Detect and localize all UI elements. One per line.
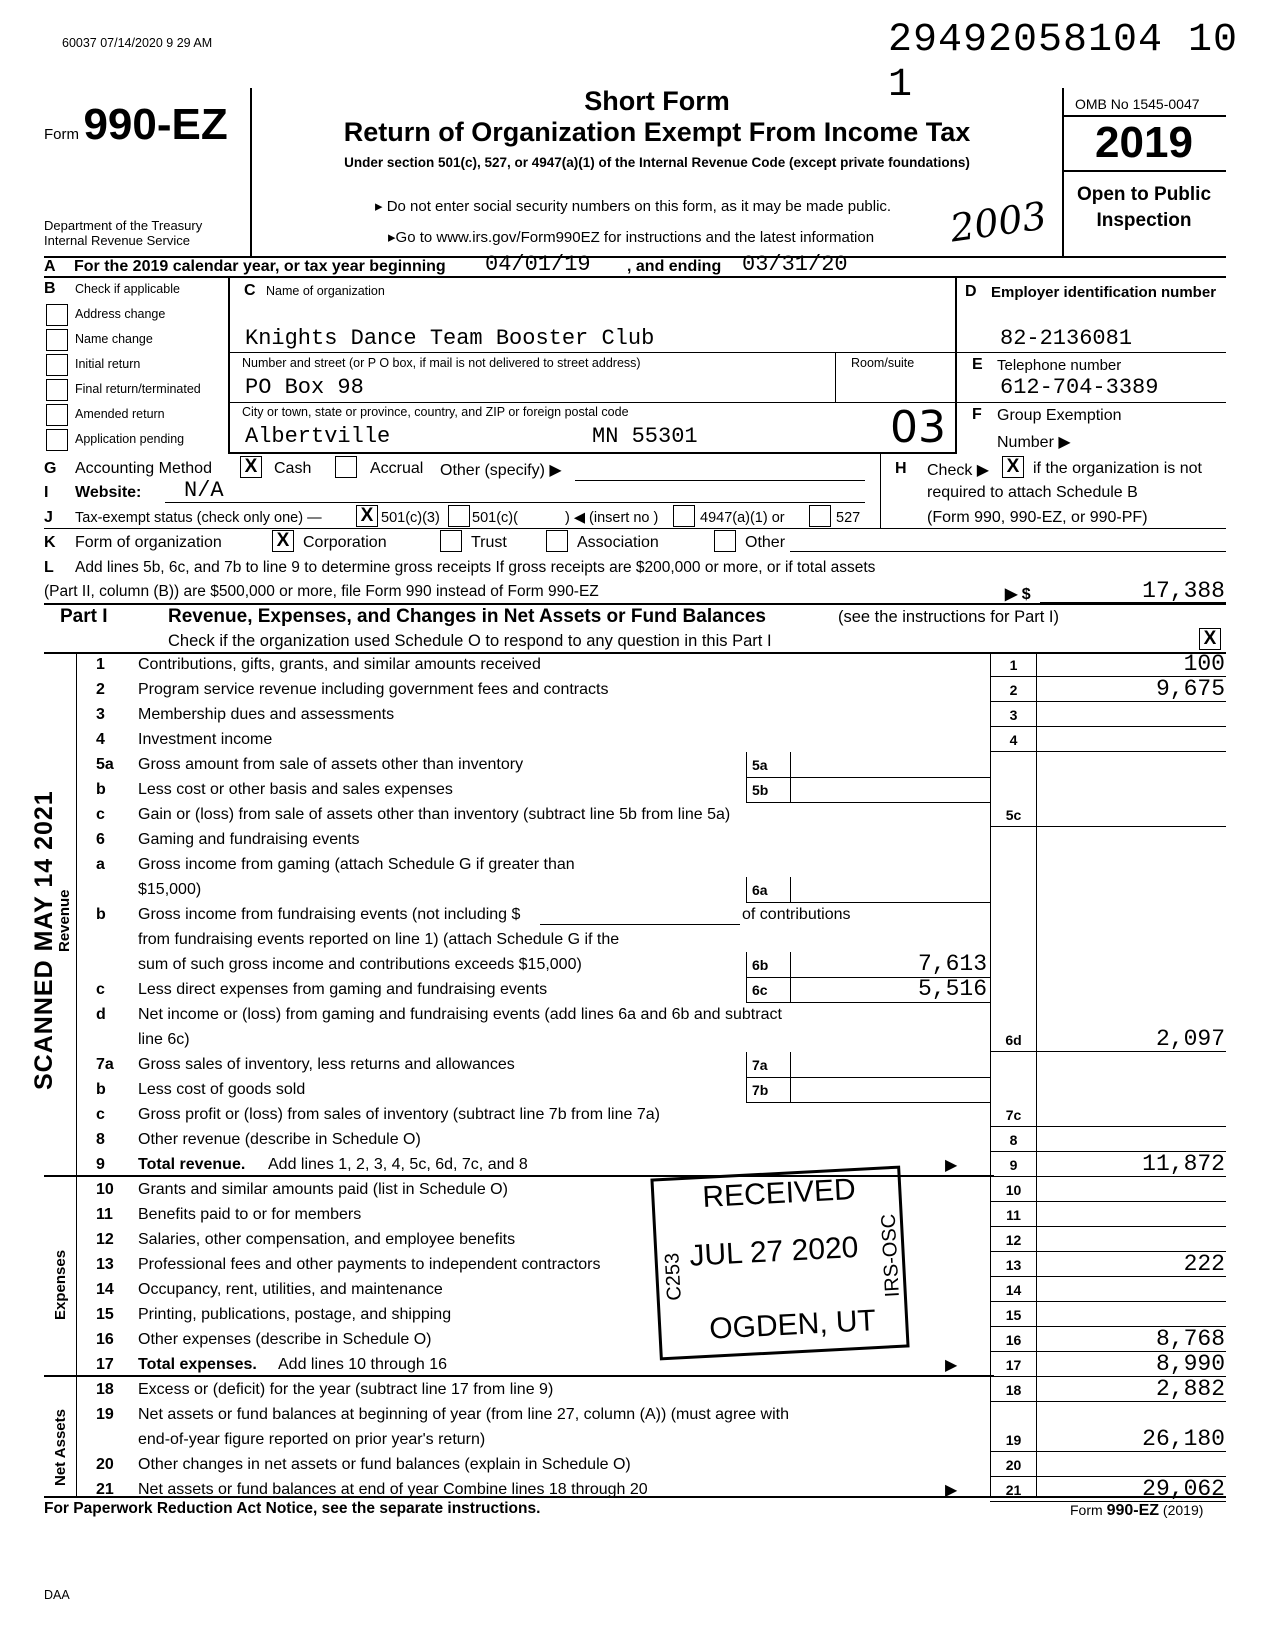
footer-form-prefix: Form <box>1070 1502 1103 1518</box>
line-number: 9 <box>96 1156 105 1173</box>
association-checkbox[interactable] <box>546 530 568 552</box>
inner-box-amount[interactable]: 7,613 <box>917 951 987 977</box>
net-assets-side-label: Net Assets <box>52 1409 69 1486</box>
part-1-title: Revenue, Expenses, and Changes in Net Assets or Fund Balances <box>168 606 766 627</box>
line-g-letter: G <box>44 460 57 477</box>
name-change-label: Name change <box>75 332 153 346</box>
line-box-number: 15 <box>1005 1307 1022 1323</box>
schedule-o-check-text: Check if the organization used Schedule O to respond to any question in this Part I <box>168 632 772 650</box>
name-change-checkbox[interactable] <box>46 329 68 351</box>
inner-box-mid-6a <box>790 877 791 902</box>
line-description: Grants and similar amounts paid (list in Schedule O) <box>138 1181 508 1198</box>
line-description-cont: Add lines 10 through 16 <box>278 1356 448 1373</box>
handwritten-office-code: 03 <box>890 402 946 453</box>
other-org-checkbox[interactable] <box>714 530 736 552</box>
room-divider <box>835 352 836 402</box>
line-description: $15,000) <box>138 881 202 898</box>
section-label-divider <box>76 652 77 1496</box>
inner-rule-6a <box>746 902 990 903</box>
website-label: Website: <box>75 484 142 501</box>
line-box-number: 2 <box>1009 682 1018 698</box>
open-public-1: Open to Public <box>1076 184 1212 205</box>
line-box-number: 18 <box>1005 1382 1022 1398</box>
line-description: line 6c) <box>138 1031 190 1048</box>
part-1-bottom-rule <box>44 1496 1226 1498</box>
line-box-number: 7c <box>1005 1107 1022 1123</box>
line-number: 6 <box>96 831 105 848</box>
handwritten-code: 2003 <box>947 193 1050 251</box>
inner-box-number: 6b <box>752 957 769 973</box>
line-description: Program service revenue including government fees and contracts <box>138 681 609 698</box>
line-description: Total revenue. <box>138 1156 246 1173</box>
ein-rule <box>955 352 1226 353</box>
line-box-number: 17 <box>1005 1357 1022 1373</box>
c-left-border <box>228 276 230 454</box>
line-number: 13 <box>96 1256 114 1273</box>
amount-rule <box>990 726 1226 727</box>
telephone-rule <box>955 402 1226 403</box>
other-method-label: Other (specify) ▶ <box>440 462 562 479</box>
inner-box-amount[interactable]: 5,516 <box>917 976 987 1002</box>
total-arrow-icon: ▶ <box>945 1357 958 1374</box>
line-number: 18 <box>96 1381 114 1398</box>
inner-rule-7a <box>746 1077 990 1078</box>
line-amount[interactable]: 2,882 <box>1155 1376 1225 1402</box>
line-number: b <box>96 781 106 798</box>
amount-rule <box>990 701 1226 702</box>
line-number: 3 <box>96 706 105 723</box>
part-1-title-suffix: (see the instructions for Part I) <box>838 608 1060 626</box>
initial-return-label: Initial return <box>75 357 141 371</box>
cash-checkbox[interactable]: X <box>240 456 262 478</box>
inner-box-number: 6c <box>752 982 768 998</box>
omb-rule <box>1062 115 1226 117</box>
check-if-applicable: Check if applicable <box>75 282 180 296</box>
accounting-method-label: Accounting Method <box>75 460 212 477</box>
initial-return-checkbox[interactable] <box>46 354 68 376</box>
schedule-b-text-2: required to attach Schedule B <box>927 484 1138 501</box>
state-zip-value[interactable]: MN 55301 <box>592 424 698 449</box>
line-number: 14 <box>96 1281 114 1298</box>
part-1-label: Part I <box>60 606 108 627</box>
gross-receipts-text-1: Add lines 5b, 6c, and 7b to line 9 to determine gross receipts If gross receipts are $200,000 or more, or if total assets <box>75 559 876 576</box>
inner-rule-5b <box>746 802 990 803</box>
line-number: 2 <box>96 681 105 698</box>
document-locator-number: 29492058104 10 1 <box>888 18 1239 108</box>
amount-rule <box>990 826 1226 827</box>
line-description: Gain or (loss) from sale of assets other than inventory (subtract line 5b from line 5a) <box>138 806 731 823</box>
line-number: 1 <box>96 656 105 673</box>
dept-treasury: Department of the Treasury <box>44 218 203 233</box>
final-return-label: Final return/terminated <box>75 382 201 396</box>
application-pending-label: Application pending <box>75 432 185 446</box>
line-h-letter: H <box>895 460 907 477</box>
street-label: Number and street (or P O box, if mail is not delivered to street address) <box>242 356 641 370</box>
line-j-letter: J <box>44 509 53 526</box>
other-method-rule <box>575 480 865 481</box>
expenses-net-separator <box>44 1375 994 1377</box>
c-bottom-rule <box>228 452 955 454</box>
schedule-o-checkbox[interactable]: X <box>1199 628 1221 650</box>
group-exemption-number-label: Number ▶ <box>997 434 1071 451</box>
c-right-border <box>955 276 957 454</box>
inner-box-number: 7a <box>752 1057 768 1073</box>
line-box-number: 12 <box>1005 1232 1022 1248</box>
line-description: Total expenses. <box>138 1356 257 1373</box>
ein-value[interactable]: 82-2136081 <box>1000 326 1133 351</box>
527-checkbox[interactable] <box>809 505 831 527</box>
line-amount[interactable]: 2,097 <box>1155 1026 1225 1052</box>
line-box-number: 10 <box>1005 1182 1022 1198</box>
line-description: Other expenses (describe in Schedule O) <box>138 1331 432 1348</box>
corporation-checkbox[interactable]: X <box>272 530 294 552</box>
amount-rule <box>990 1226 1226 1227</box>
line-number: a <box>96 856 105 873</box>
line-box-number: 16 <box>1005 1332 1022 1348</box>
form-number: 990-EZ <box>83 100 228 149</box>
amount-rule <box>990 1276 1226 1277</box>
gross-receipts-text-2: (Part II, column (B)) are $500,000 or more, file Form 990 instead of Form 990-EZ <box>44 583 599 600</box>
line-amount[interactable]: 9,675 <box>1155 676 1225 702</box>
form-of-org-label: Form of organization <box>75 534 222 551</box>
line-number: 16 <box>96 1331 114 1348</box>
line-d-letter: D <box>965 283 977 300</box>
daa-mark: DAA <box>44 1588 70 1602</box>
form-subtitle: Under section 501(c), 527, or 4947(a)(1) of the Internal Revenue Code (except private foundations) <box>344 155 970 170</box>
line-number: 4 <box>96 731 105 748</box>
line-description: Printing, publications, postage, and shipping <box>138 1306 452 1323</box>
line-a-letter: A <box>44 258 56 275</box>
open-public-2: Inspection <box>1096 210 1192 231</box>
print-timestamp: 60037 07/14/2020 9 29 AM <box>62 36 213 50</box>
line-box-number: 13 <box>1005 1257 1022 1273</box>
line-box-number: 21 <box>1005 1482 1022 1498</box>
line-k-letter: K <box>44 534 56 551</box>
line-l-letter: L <box>44 559 54 576</box>
line-box-number: 6d <box>1005 1032 1022 1048</box>
line-box-number: 14 <box>1005 1282 1022 1298</box>
line-number: b <box>96 1081 106 1098</box>
line-b-letter: B <box>44 280 56 297</box>
line-f-letter: F <box>972 406 982 423</box>
line-i-letter: I <box>44 484 49 501</box>
form-prefix: Form <box>44 126 79 143</box>
inner-box-number: 5a <box>752 757 768 773</box>
fundraising-contribution-rule <box>540 924 740 925</box>
line-amount[interactable]: 8,990 <box>1155 1351 1225 1377</box>
street-value[interactable]: PO Box 98 <box>245 375 364 400</box>
trust-label: Trust <box>471 534 507 551</box>
org-name-rule <box>228 352 955 353</box>
line-description: Occupancy, rent, utilities, and maintenance <box>138 1281 443 1298</box>
line-a-mid: , and ending <box>627 258 722 275</box>
line-description: Benefits paid to or for members <box>138 1206 362 1223</box>
scanned-stamp: SCANNED MAY 14 2021 <box>30 790 58 1090</box>
form-id <box>44 100 228 150</box>
ssn-notice: ▸ Do not enter social security numbers on this form, as it may be made public. <box>375 198 892 215</box>
line-number: 10 <box>96 1181 114 1198</box>
4947-checkbox[interactable] <box>673 505 695 527</box>
line-c-letter: C <box>244 282 256 299</box>
line-number: 20 <box>96 1456 114 1473</box>
inner-box-number: 7b <box>752 1082 769 1098</box>
amount-rule <box>990 751 1226 752</box>
line-amount[interactable]: 100 <box>1183 651 1225 677</box>
footer-form-year: (2019) <box>1162 1502 1204 1518</box>
line-number: 8 <box>96 1131 105 1148</box>
line-number: c <box>96 806 105 823</box>
line-number: 17 <box>96 1356 114 1373</box>
other-org-rule <box>790 551 1226 552</box>
amount-rule <box>990 1301 1226 1302</box>
cash-label: Cash <box>274 460 312 477</box>
line-box-number: 20 <box>1005 1457 1022 1473</box>
address-change-label: Address change <box>75 307 166 321</box>
tax-year-end: 03/31/20 <box>742 252 848 277</box>
group-exemption-label: Group Exemption <box>997 407 1122 424</box>
line-description: Investment income <box>138 731 273 748</box>
total-arrow-icon: ▶ <box>945 1482 958 1499</box>
tax-exempt-label: Tax-exempt status (check only one) — <box>75 510 322 526</box>
website-rule <box>165 502 865 503</box>
received-text: RECEIVED <box>701 1172 857 1214</box>
line-description: Other changes in net assets or fund balances (explain in Schedule O) <box>138 1456 631 1473</box>
line-amount[interactable]: 11,872 <box>1142 1151 1225 1177</box>
received-place: OGDEN, UT <box>708 1304 877 1346</box>
city-value[interactable]: Albertville <box>245 424 391 449</box>
inner-rule-6c <box>746 1002 990 1003</box>
association-label: Association <box>577 534 659 551</box>
amended-return-label: Amended return <box>75 407 165 421</box>
line-description: Less direct expenses from gaming and fundraising events <box>138 981 548 998</box>
501c3-label: 501(c)(3) <box>381 510 440 526</box>
gross-receipts-value[interactable]: 17,388 <box>1142 578 1225 604</box>
other-org-label: Other <box>745 534 786 551</box>
city-label: City or town, state or province, country, and ZIP or foreign postal code <box>242 405 629 419</box>
line-a-text: For the 2019 calendar year, or tax year beginning <box>74 258 446 275</box>
rule-a-bottom <box>44 276 1226 278</box>
line-description: Professional fees and other payments to independent contractors <box>138 1256 601 1273</box>
paperwork-notice: For Paperwork Reduction Act Notice, see the separate instructions. <box>44 1500 541 1517</box>
line-description: Gross profit or (loss) from sales of inventory (subtract line 7b from line 7a) <box>138 1106 660 1123</box>
501c-checkbox[interactable] <box>448 505 470 527</box>
inner-box-number: 5b <box>752 782 769 798</box>
line-number: c <box>96 981 105 998</box>
h-left-border <box>880 454 881 528</box>
line-box-number: 1 <box>1009 657 1018 673</box>
line-description: Gross amount from sale of assets other than inventory <box>138 756 524 773</box>
tax-year-begin: 04/01/19 <box>485 252 591 277</box>
org-name-label: Name of organization <box>266 284 385 298</box>
line-number: 21 <box>96 1481 114 1498</box>
stamp-left-code: C253 <box>661 1252 686 1302</box>
inner-rule-7b <box>746 1102 990 1103</box>
org-name-value[interactable]: Knights Dance Team Booster Club <box>245 326 655 351</box>
accrual-checkbox[interactable] <box>335 456 357 478</box>
line-box-number: 19 <box>1005 1432 1022 1448</box>
amount-rule <box>990 1451 1226 1452</box>
expenses-side-label: Expenses <box>52 1249 69 1320</box>
inner-box-left-6a <box>746 877 747 902</box>
line-description: Gross sales of inventory, less returns and allowances <box>138 1056 515 1073</box>
amount-rule <box>990 1401 1226 1402</box>
line-number: 7a <box>96 1056 114 1073</box>
line-description: sum of such gross income and contributions exceeds $15,000) <box>138 956 582 973</box>
inner-rule-5a <box>746 777 990 778</box>
amount-rule <box>990 1201 1226 1202</box>
line-number: c <box>96 1106 105 1123</box>
schedule-b-text-3: (Form 990, 990-EZ, or 990-PF) <box>927 509 1148 526</box>
tax-year: 2019 <box>1095 118 1193 167</box>
line-box-number: 5c <box>1005 807 1022 823</box>
form-title: Return of Organization Exempt From Income Tax <box>343 117 971 147</box>
schedule-b-text-1: if the organization is not <box>1033 460 1202 477</box>
line-box-number: 4 <box>1009 732 1018 748</box>
accrual-label: Accrual <box>370 460 424 477</box>
line-amount[interactable]: 29,062 <box>1142 1476 1225 1502</box>
line-description-cont: of contributions <box>742 906 851 923</box>
stamp-right-code: IRS-OSC <box>877 1213 904 1298</box>
j-bottom-rule <box>44 528 1226 529</box>
amount-rule <box>990 1126 1226 1127</box>
line-box-number: 3 <box>1009 707 1018 723</box>
footer-form-number: 990-EZ <box>1106 1502 1160 1519</box>
box-number-divider-right <box>1036 652 1037 1496</box>
schedule-b-checkbox[interactable]: X <box>1002 456 1024 478</box>
line-description-cont: Add lines 1, 2, 3, 4, 5c, 6d, 7c, and 8 <box>268 1156 528 1173</box>
line-description: Other revenue (describe in Schedule O) <box>138 1131 421 1148</box>
line-description: from fundraising events reported on line 1) (attach Schedule G if the <box>138 931 620 948</box>
final-return-checkbox[interactable] <box>46 379 68 401</box>
line-e-letter: E <box>972 356 983 373</box>
form-title-short: Short Form <box>584 86 730 116</box>
revenue-side-label: Revenue <box>56 889 73 952</box>
insert-no-label: ) ◀ (insert no ) <box>565 510 659 526</box>
telephone-value[interactable]: 612-704-3389 <box>1000 375 1159 400</box>
ein-label: Employer identification number <box>991 284 1217 301</box>
inner-box-number: 6a <box>752 882 768 898</box>
application-pending-checkbox[interactable] <box>46 429 68 451</box>
line-description: Gaming and fundraising events <box>138 831 360 848</box>
line-amount[interactable]: 8,768 <box>1155 1326 1225 1352</box>
received-stamp <box>650 1166 909 1361</box>
line-description: Net income or (loss) from gaming and fundraising events (add lines 6a and 6b and subtract <box>138 1006 782 1023</box>
line-description: end-of-year figure reported on prior year's return) <box>138 1431 486 1448</box>
street-rule <box>228 402 955 403</box>
received-date: JUL 27 2020 <box>688 1230 860 1273</box>
line-description: Less cost or other basis and sales expenses <box>138 781 453 798</box>
line-description: Gross income from gaming (attach Schedule G if greater than <box>138 856 575 873</box>
instructions-link[interactable]: ▸Go to www.irs.gov/Form990EZ for instructions and the latest information <box>388 229 875 246</box>
line-number: 19 <box>96 1406 114 1423</box>
year-rule <box>1062 170 1226 172</box>
room-label: Room/suite <box>851 356 915 370</box>
line-box-number: 9 <box>1009 1157 1018 1173</box>
line-description: Less cost of goods sold <box>138 1081 306 1098</box>
line-description: Contributions, gifts, grants, and similar amounts received <box>138 656 541 673</box>
527-label: 527 <box>836 510 861 526</box>
line-number: b <box>96 906 106 923</box>
line-description: Excess or (deficit) for the year (subtract line 17 from line 9) <box>138 1381 554 1398</box>
line-box-number: 8 <box>1009 1132 1018 1148</box>
trust-checkbox[interactable] <box>440 530 462 552</box>
line-description: Net assets or fund balances at end of year Combine lines 18 through 20 <box>138 1481 648 1498</box>
line-number: 11 <box>96 1206 113 1223</box>
amended-return-checkbox[interactable] <box>46 404 68 426</box>
501c3-checkbox[interactable]: X <box>356 505 378 527</box>
line-description: Gross income from fundraising events (not including $ <box>138 906 521 923</box>
line-number: 12 <box>96 1231 114 1248</box>
corporation-label: Corporation <box>303 534 387 551</box>
telephone-label: Telephone number <box>997 357 1122 374</box>
line-number: 15 <box>96 1306 114 1323</box>
line-box-number: 11 <box>1006 1207 1021 1223</box>
website-value[interactable]: N/A <box>184 478 224 503</box>
line-description: Net assets or fund balances at beginning of year (from line 27, column (A)) (must agree with <box>138 1406 789 1423</box>
4947-label: 4947(a)(1) or <box>700 510 785 526</box>
501c-label: 501(c)( <box>472 510 518 526</box>
total-arrow-icon: ▶ <box>945 1157 958 1174</box>
check-h-label: Check ▶ <box>927 462 990 479</box>
part-1-top-rule <box>44 603 1226 605</box>
amount-rule <box>990 1051 1226 1052</box>
line-description: Salaries, other compensation, and employee benefits <box>138 1231 516 1248</box>
line-amount[interactable]: 222 <box>1183 1251 1225 1277</box>
line-number: d <box>96 1006 106 1023</box>
gross-receipts-arrow: ▶ $ <box>1005 586 1031 603</box>
amount-rule <box>990 1176 1226 1177</box>
omb-number: OMB No 1545-0047 <box>1075 96 1200 112</box>
address-change-checkbox[interactable] <box>46 304 68 326</box>
footer-form-id <box>1070 1502 1203 1520</box>
line-amount[interactable]: 26,180 <box>1142 1426 1225 1452</box>
line-description: Membership dues and assessments <box>138 706 395 723</box>
line-number: 5a <box>96 756 114 773</box>
irs-name: Internal Revenue Service <box>44 233 190 248</box>
